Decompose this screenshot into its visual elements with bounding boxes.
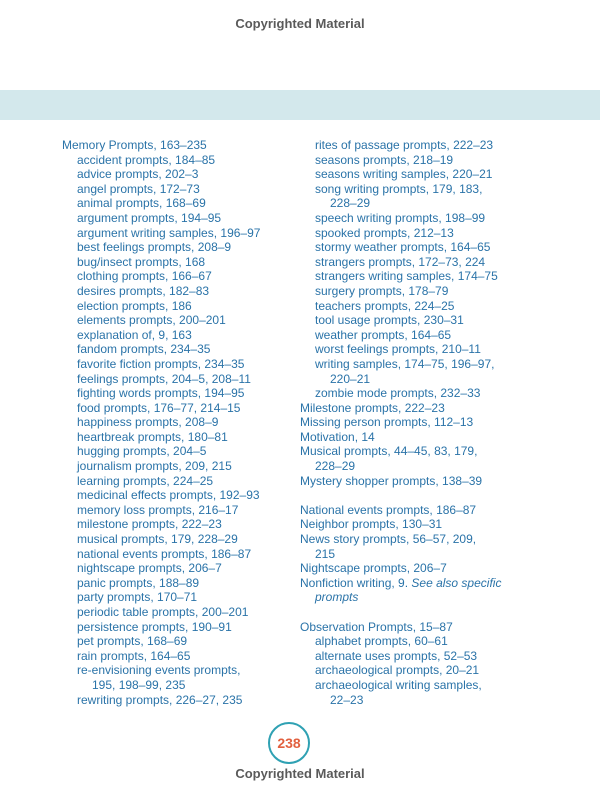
index-subentry bbox=[62, 386, 284, 401]
index-subentry bbox=[62, 444, 284, 459]
index-entry-text: hugging prompts, 204–5 bbox=[77, 444, 207, 459]
index-entry-text: seasons prompts, 218–19 bbox=[315, 152, 454, 167]
index-entry-text: accident prompts, 184–85 bbox=[77, 152, 216, 167]
index-entry bbox=[300, 561, 540, 576]
index-entry-text: weather prompts, 164–65 bbox=[315, 327, 452, 342]
index-subentry bbox=[300, 299, 540, 314]
index-subentry bbox=[62, 576, 284, 591]
index-entry-text: panic prompts, 188–89 bbox=[77, 575, 200, 590]
index-column-right bbox=[300, 138, 540, 707]
index-subentry bbox=[300, 386, 540, 401]
index-subentry bbox=[62, 634, 284, 649]
index-subentry bbox=[300, 240, 540, 255]
index-subentry bbox=[62, 415, 284, 430]
index-subentry bbox=[300, 342, 540, 357]
index-subentry bbox=[62, 328, 284, 343]
index-subentry bbox=[62, 517, 284, 532]
index-entry-text: heartbreak prompts, 180–81 bbox=[77, 429, 228, 444]
index-entry-text: alternate uses prompts, 52–53 bbox=[315, 648, 478, 663]
index-subentry bbox=[300, 634, 540, 649]
index-subentry bbox=[62, 284, 284, 299]
index-entry-continuation: 215 bbox=[315, 546, 336, 561]
index-entry bbox=[300, 415, 540, 430]
index-entry-text: zombie mode prompts, 232–33 bbox=[315, 386, 481, 401]
index-entry-text: nightscape prompts, 206–7 bbox=[77, 561, 222, 576]
index-column-left bbox=[62, 138, 284, 707]
header-band bbox=[0, 90, 600, 120]
index-entry-text: strangers writing samples, 174–75 bbox=[315, 269, 498, 284]
index-entry-text: spooked prompts, 212–13 bbox=[315, 225, 454, 240]
index-entry-text: song writing prompts, 179, 183, bbox=[315, 181, 483, 196]
index-entry-text: News story prompts, 56–57, 209, bbox=[300, 532, 477, 547]
index-entry-text: learning prompts, 224–25 bbox=[77, 473, 214, 488]
index-subentry bbox=[62, 313, 284, 328]
index-entry-text: desires prompts, 182–83 bbox=[77, 283, 210, 298]
index-entry-text: argument writing samples, 196–97 bbox=[77, 225, 261, 240]
index-entry-text: archaeological prompts, 20–21 bbox=[315, 663, 480, 678]
index-entry-continuation: 22–23 bbox=[330, 692, 364, 707]
index-entry-text: speech writing prompts, 198–99 bbox=[315, 210, 486, 225]
index-subentry bbox=[300, 663, 540, 678]
index-subentry bbox=[62, 605, 284, 620]
index-entry-text: rain prompts, 164–65 bbox=[77, 648, 191, 663]
index-subentry bbox=[62, 488, 284, 503]
index-entry-text: seasons writing samples, 220–21 bbox=[315, 167, 493, 182]
index-entry bbox=[300, 444, 540, 473]
index-entry bbox=[300, 620, 540, 635]
index-subentry bbox=[300, 138, 540, 153]
index-entry-text: feelings prompts, 204–5, 208–11 bbox=[77, 371, 251, 386]
index-subentry bbox=[300, 357, 540, 386]
index-entry-text: advice prompts, 202–3 bbox=[77, 167, 199, 182]
index-subentry bbox=[62, 226, 284, 241]
index-entry-text: alphabet prompts, 60–61 bbox=[315, 634, 448, 649]
page-number-badge: 238 bbox=[268, 722, 310, 764]
index-subentry bbox=[62, 503, 284, 518]
index-subentry bbox=[62, 357, 284, 372]
index-entry-text: fandom prompts, 234–35 bbox=[77, 342, 211, 357]
copyright-notice-top: Copyrighted Material bbox=[235, 16, 365, 31]
index-subentry bbox=[62, 342, 284, 357]
index-subentry bbox=[300, 153, 540, 168]
index-entry-text: food prompts, 176–77, 214–15 bbox=[77, 400, 241, 415]
index-subentry bbox=[62, 693, 284, 708]
index-subentry bbox=[62, 459, 284, 474]
index-entry bbox=[62, 138, 284, 153]
index-subentry bbox=[300, 167, 540, 182]
index-entry-text: Mystery shopper prompts, 138–39 bbox=[300, 473, 483, 488]
index-entry-text: re-envisioning events prompts, bbox=[77, 663, 241, 678]
index-subentry bbox=[300, 269, 540, 284]
index-subentry bbox=[62, 620, 284, 635]
index-entry-text: strangers prompts, 172–73, 224 bbox=[315, 254, 486, 269]
index-entry-text: periodic table prompts, 200–201 bbox=[77, 605, 249, 619]
index-subentry bbox=[62, 211, 284, 226]
index-entry bbox=[300, 532, 540, 561]
index-subentry bbox=[62, 269, 284, 284]
index-entry-text: Nonfiction writing, 9. bbox=[300, 575, 412, 590]
index-entry-text: pet prompts, 168–69 bbox=[77, 634, 188, 649]
index-entry-text: Motivation, 14 bbox=[300, 429, 375, 444]
index-entry-text: teachers prompts, 224–25 bbox=[315, 298, 455, 313]
index-entry-continuation: 195, 198–99, 235 bbox=[92, 677, 186, 692]
index-entry-text: Observation Prompts, 15–87 bbox=[300, 619, 453, 634]
index-entry-continuation: 228–29 bbox=[330, 196, 371, 211]
index-entry-text: rites of passage prompts, 222–23 bbox=[315, 138, 494, 152]
index-entry-text: medicinal effects prompts, 192–93 bbox=[77, 488, 260, 503]
index-entry-text: elements prompts, 200–201 bbox=[77, 313, 226, 328]
index-entry-text: national events prompts, 186–87 bbox=[77, 546, 252, 561]
cross-reference-text: prompts bbox=[315, 590, 359, 605]
index-subentry bbox=[300, 211, 540, 226]
index-entry-text: election prompts, 186 bbox=[77, 298, 192, 313]
index-entry-text: archaeological writing samples, bbox=[315, 677, 482, 692]
index-entry-text: National events prompts, 186–87 bbox=[300, 502, 477, 517]
copyright-notice-bottom: Copyrighted Material bbox=[235, 766, 365, 781]
index-subentry bbox=[62, 649, 284, 664]
index-subentry bbox=[62, 240, 284, 255]
index-entry-text: Musical prompts, 44–45, 83, 179, bbox=[300, 444, 478, 459]
index-entry-text: journalism prompts, 209, 215 bbox=[77, 459, 232, 474]
index-subentry bbox=[62, 430, 284, 445]
index-entry-text: animal prompts, 168–69 bbox=[77, 196, 206, 211]
index-entry-text: Memory Prompts, 163–235 bbox=[62, 138, 207, 152]
index-subentry bbox=[62, 590, 284, 605]
index-entry-text: argument prompts, 194–95 bbox=[77, 210, 222, 225]
index-entry-text: tool usage prompts, 230–31 bbox=[315, 313, 464, 328]
index-subentry bbox=[62, 167, 284, 182]
index-entry-text: worst feelings prompts, 210–11 bbox=[315, 342, 481, 357]
index-entry-text: fighting words prompts, 194–95 bbox=[77, 386, 245, 401]
index-subentry bbox=[300, 226, 540, 241]
index-subentry bbox=[62, 299, 284, 314]
index-subentry bbox=[62, 663, 284, 692]
cross-reference-text: See also specific bbox=[411, 575, 502, 590]
index-entry-text: explanation of, 9, 163 bbox=[77, 327, 192, 342]
index-subentry bbox=[300, 678, 540, 707]
index-subentry bbox=[62, 474, 284, 489]
index-subentry bbox=[62, 561, 284, 576]
index-entry-text: surgery prompts, 178–79 bbox=[315, 283, 449, 298]
index-entry bbox=[300, 576, 540, 605]
index-entry-text: bug/insect prompts, 168 bbox=[77, 254, 206, 269]
index-subentry bbox=[300, 328, 540, 343]
index-subentry bbox=[62, 372, 284, 387]
index-entry-text: angel prompts, 172–73 bbox=[77, 181, 200, 196]
index-subentry bbox=[300, 182, 540, 211]
index-entry-continuation: 220–21 bbox=[330, 371, 371, 386]
cross-reference-continuation bbox=[300, 590, 540, 605]
index-entry bbox=[300, 401, 540, 416]
index-entry-text: Nightscape prompts, 206–7 bbox=[300, 561, 447, 576]
index-entry-text: party prompts, 170–71 bbox=[77, 590, 198, 605]
index-entry bbox=[300, 430, 540, 445]
index-entry-continuation: 228–29 bbox=[315, 459, 356, 474]
index-entry-text: persistence prompts, 190–91 bbox=[77, 619, 232, 634]
index-subentry bbox=[62, 196, 284, 211]
index-entry bbox=[300, 517, 540, 532]
index-entry bbox=[300, 474, 540, 489]
index-entry-text: Missing person prompts, 112–13 bbox=[300, 415, 474, 430]
index-subentry bbox=[300, 284, 540, 299]
index-subentry bbox=[62, 547, 284, 562]
index-entry-text: stormy weather prompts, 164–65 bbox=[315, 240, 491, 255]
index-subentry bbox=[62, 401, 284, 416]
index-entry-text: memory loss prompts, 216–17 bbox=[77, 502, 239, 517]
index-subentry bbox=[62, 153, 284, 168]
index-entry-text: milestone prompts, 222–23 bbox=[77, 517, 222, 532]
index-entry bbox=[300, 503, 540, 518]
index-entry-text: Milestone prompts, 222–23 bbox=[300, 400, 445, 415]
index-entry-text: writing samples, 174–75, 196–97, bbox=[315, 356, 495, 371]
index-subentry bbox=[300, 255, 540, 270]
index-entry-text: rewriting prompts, 226–27, 235 bbox=[77, 692, 243, 707]
index-subentry bbox=[62, 532, 284, 547]
index-entry-text: favorite fiction prompts, 234–35 bbox=[77, 356, 245, 371]
index-subentry bbox=[62, 255, 284, 270]
index-subentry bbox=[62, 182, 284, 197]
index-subentry bbox=[300, 649, 540, 664]
index-entry-text: best feelings prompts, 208–9 bbox=[77, 240, 232, 255]
index-entry-text: musical prompts, 179, 228–29 bbox=[77, 532, 238, 547]
index-entry-text: clothing prompts, 166–67 bbox=[77, 269, 212, 284]
index-subentry bbox=[300, 313, 540, 328]
index-entry-text: happiness prompts, 208–9 bbox=[77, 415, 219, 430]
index-entry-text: Neighbor prompts, 130–31 bbox=[300, 517, 443, 532]
